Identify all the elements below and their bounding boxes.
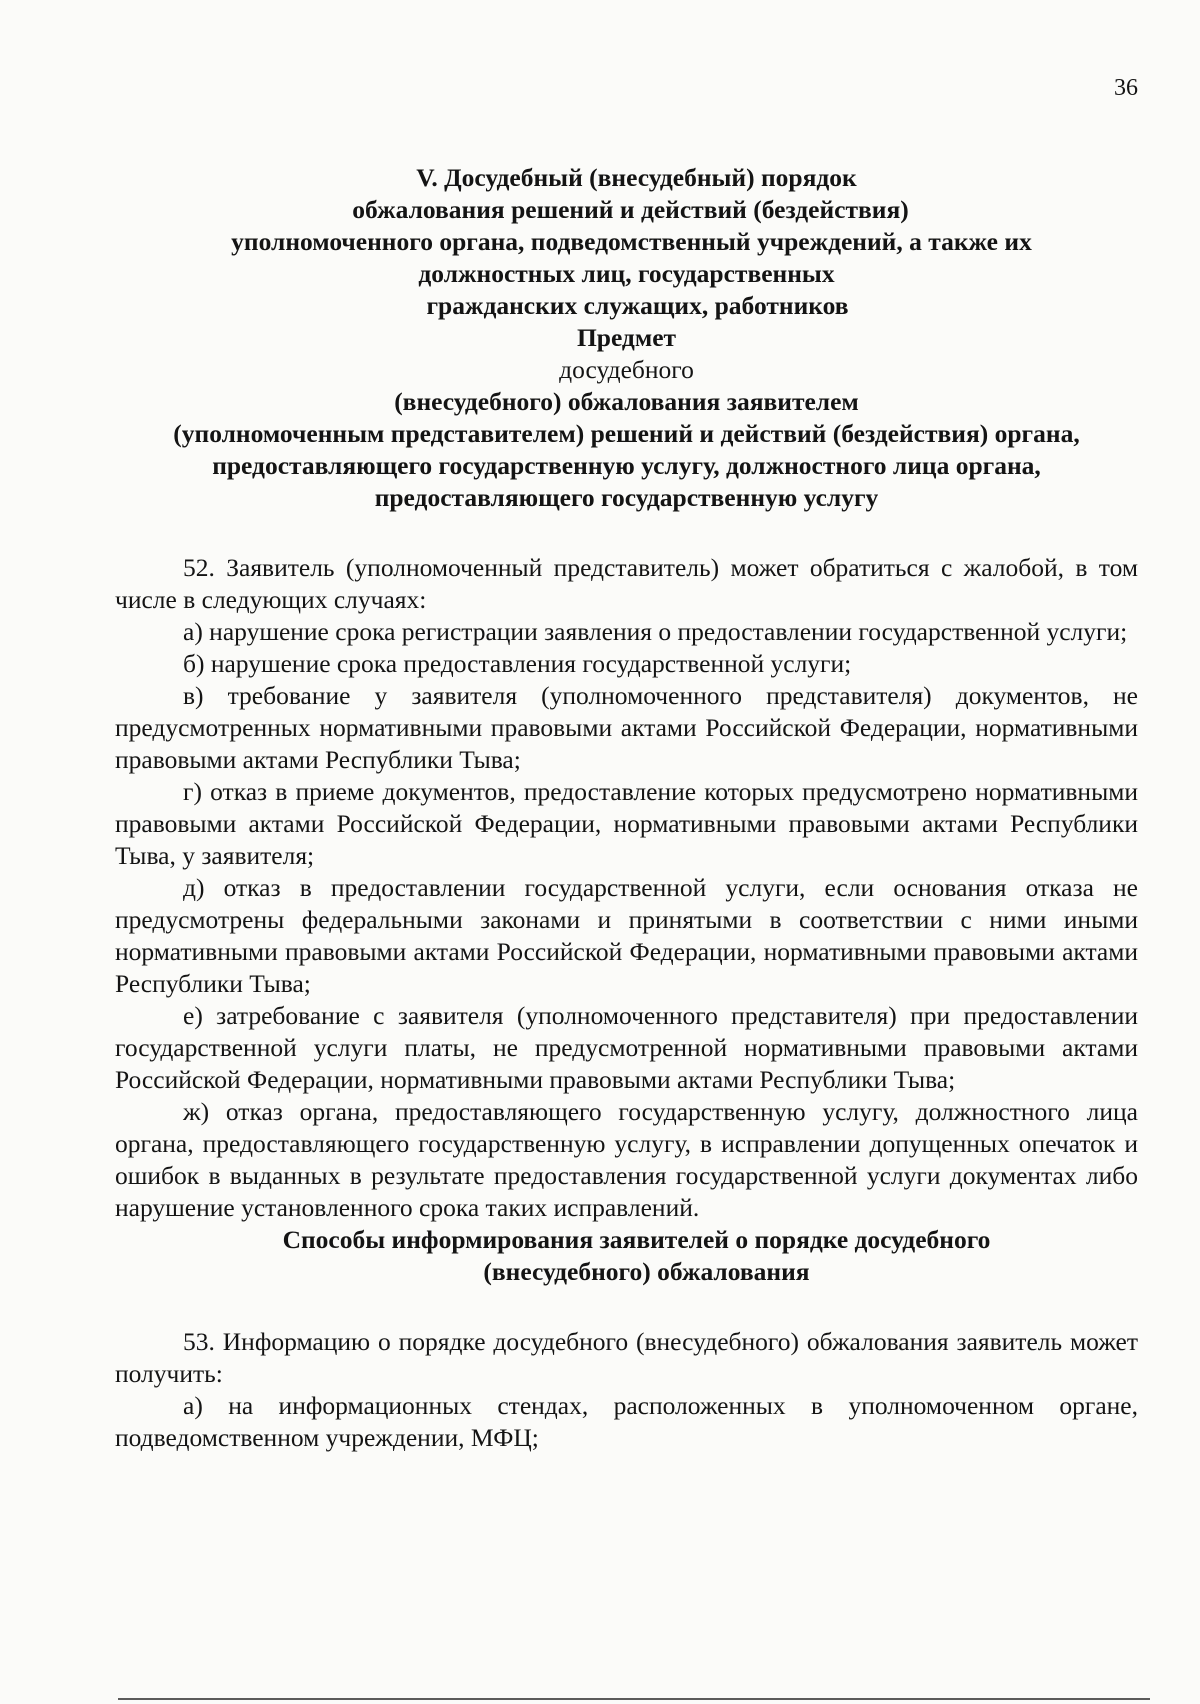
- paragraph-53-intro: 53. Информацию о порядке досудебного (внесудебного) обжалования заявитель может получить:: [115, 1327, 1138, 1388]
- paragraph-52-zh: ж) отказ органа, предоставляющего государственную услугу, должностного лица органа, предоставляющего государственную услугу, в исправлении допущенных опечаток и ошибок в выданных в результате предоставления государственной услуги документах либо нарушение установленного срока таких исправлений.: [115, 1097, 1138, 1222]
- subsection-heading-bold: Предмет: [576, 323, 677, 352]
- section-title-line: гражданских служащих, работников: [426, 291, 849, 320]
- subsection-heading-line: (уполномоченным представителем) решений и действий (бездействия) органа,: [173, 419, 1080, 448]
- section-title-line: уполномоченного органа, подведомственный учреждений, а также их: [231, 227, 1032, 256]
- subsection-heading-line: предоставляющего государственную услугу: [374, 483, 879, 512]
- paragraph-52-e: е) затребование с заявителя (уполномоченного представителя) при предоставлении государственной услуги платы, не предусмотренной нормативными правовыми актами Российской Федерации, нормативными правовыми актами Республики Тыва;: [115, 1001, 1138, 1094]
- paragraph-52-v: в) требование у заявителя (уполномоченного представителя) документов, не предусмотренных нормативными правовыми актами Российской Федерации, нормативными правовыми актами Республики Тыва;: [115, 681, 1138, 774]
- section-title: [115, 0, 1138, 322]
- paragraph-53-a: а) на информационных стендах, расположенных в уполномоченном органе, подведомственном учреждении, МФЦ;: [115, 1391, 1138, 1452]
- page-number: 36: [1114, 75, 1138, 101]
- section-53: [115, 1326, 1138, 1454]
- subsection-heading-informing: [115, 1224, 1138, 1288]
- paragraph-52-intro: 52. Заявитель (уполномоченный представитель) может обратиться с жалобой, в том числе в следующих случаях:: [115, 553, 1138, 614]
- subsection-heading-bold: (внесудебного) обжалования заявителем: [394, 387, 859, 416]
- paragraph-52-a: а) нарушение срока регистрации заявления о предоставлении государственной услуги;: [183, 617, 1128, 646]
- subsection-heading-line: предоставляющего государственную услугу, должностного лица органа,: [212, 451, 1041, 480]
- paragraph-52-d: д) отказ в предоставлении государственной услуги, если основания отказа не предусмотрены федеральными законами и принятыми в соответствии с ними иными нормативными правовыми актами Российской Федерации, нормативными правовыми актами Республики Тыва;: [115, 873, 1138, 998]
- section-52: [115, 552, 1138, 1224]
- section-title-line: V. Досудебный (внесудебный) порядок: [416, 163, 857, 192]
- page-bottom-edge: [118, 1698, 1150, 1700]
- subsection-heading-line: (внесудебного) обжалования: [483, 1257, 810, 1286]
- paragraph-52-b: б) нарушение срока предоставления государственной услуги;: [183, 649, 852, 678]
- subsection-heading-line: Способы информирования заявителей о порядке досудебного: [282, 1225, 991, 1254]
- section-title-line: обжалования решений и действий (бездействия): [352, 195, 909, 224]
- section-title-line: должностных лиц, государственных: [418, 259, 835, 288]
- paragraph-52-g: г) отказ в приеме документов, предоставление которых предусмотрено нормативными правовыми актами Российской Федерации, нормативными правовыми актами Республики Тыва, у заявителя;: [115, 777, 1138, 870]
- subsection-heading-complaint-subject: [115, 322, 1138, 514]
- subsection-heading-line: [115, 322, 1138, 418]
- subsection-heading-normal: досудебного: [559, 355, 694, 384]
